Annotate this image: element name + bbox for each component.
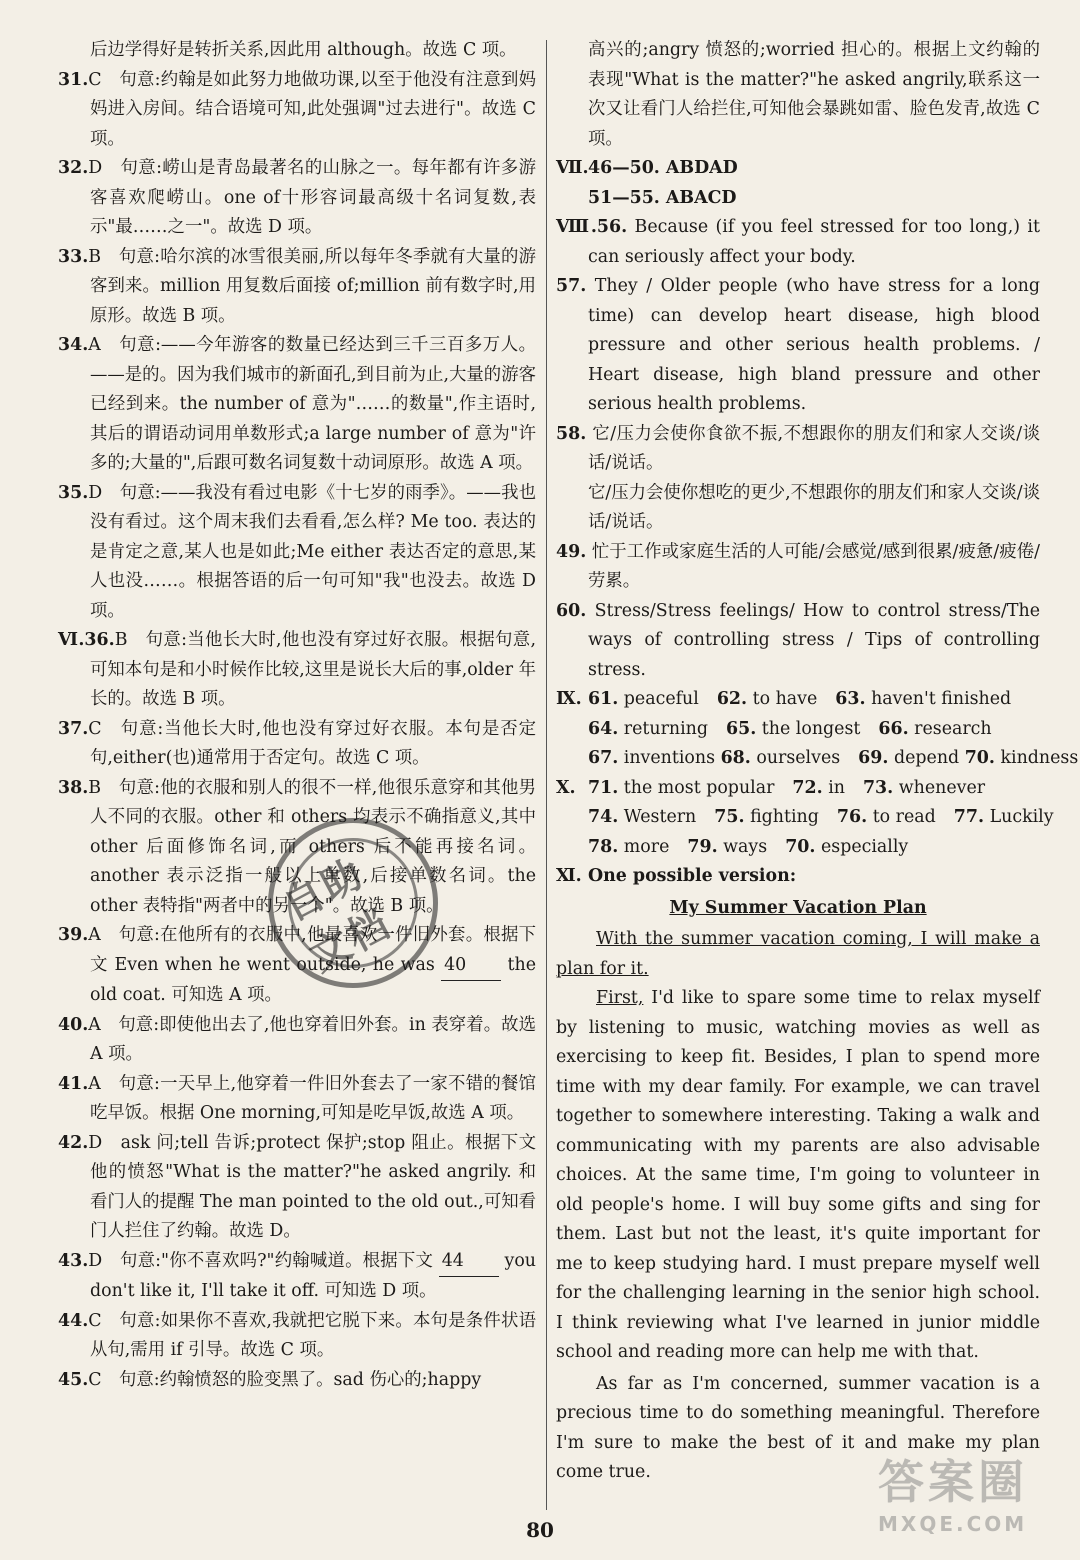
item-number: 76. bbox=[836, 807, 868, 827]
section-9 bbox=[556, 685, 1079, 774]
answer-word: to read bbox=[872, 807, 936, 827]
essay-body bbox=[556, 925, 1040, 1488]
item-number: 63. bbox=[835, 689, 866, 709]
essay-text: First, bbox=[596, 988, 644, 1008]
item-number: 43. bbox=[58, 1250, 89, 1271]
answer-item-34 bbox=[58, 331, 536, 479]
column-divider bbox=[546, 40, 547, 1510]
watermark-sub: MXQE.COM bbox=[878, 1512, 1028, 1536]
section-marker: Ⅵ. bbox=[58, 630, 85, 650]
item-number: 72. bbox=[792, 777, 823, 798]
essay-paragraph bbox=[556, 925, 1040, 984]
item-number: 44. bbox=[58, 1310, 89, 1331]
answer-item-42 bbox=[58, 1129, 536, 1247]
item-number: 69. bbox=[858, 748, 889, 768]
item-number: 49. bbox=[556, 541, 587, 562]
stamp-text: 自助文档 bbox=[275, 850, 399, 981]
answer-word: returning bbox=[623, 718, 708, 739]
item-number: 35. bbox=[58, 482, 89, 503]
item-number: 64. bbox=[588, 718, 619, 739]
item-number: 73. bbox=[862, 777, 894, 798]
answer-key-row bbox=[556, 154, 1040, 184]
answer-key-row bbox=[556, 715, 1040, 745]
item-number: 60. bbox=[556, 600, 587, 621]
essay-title: My Summer Vacation Plan bbox=[669, 897, 927, 918]
essay-text: I'd like to spare some time to relax myself by listening to music, watching movies as well as exercising to keep fit. Besides, I plan to spend more time with my dear family. For example, we can travel together to somewhere interesting. Taking a walk and communicating with my parents are also advisable choices. At the same time, I'm going to volunteer in old people's home. I will buy some gifts and sing for them. Last but not the least, it's quite important for me to keep studying hard. I must prepare myself well for the challenging learning in the senior high school. I think reviewing what I've learned in junior middle school and reading more can help me with that. bbox=[556, 988, 1040, 1362]
item-number: 77. bbox=[953, 807, 985, 827]
item-number: 31. bbox=[58, 69, 89, 90]
section-marker: Ⅶ. bbox=[556, 158, 589, 178]
answer-text: B 句意:当他长大时,他也没有穿过好衣服。根据句意,可知本句是和小时候作比较,这里是说长大后的事,older 年长的。故选 B 项。 bbox=[90, 630, 536, 709]
essay-text: With the summer vacation coming, I will make a plan for it. bbox=[556, 929, 1040, 979]
item-number: 32. bbox=[58, 158, 89, 178]
section-marker: Ⅹ. bbox=[556, 777, 576, 798]
answer-word: the longest bbox=[761, 718, 861, 739]
essay-paragraph bbox=[556, 984, 1040, 1368]
answer-word: depend bbox=[893, 748, 960, 768]
answer-item-41 bbox=[58, 1070, 536, 1129]
answer-item-56 bbox=[556, 213, 1040, 272]
item-number: 67. bbox=[588, 748, 619, 768]
essay-paragraph: As far as I'm concerned, summer vacation is a precious time to do something meaningful. Therefore I'm sure to make the best of it and make my plan come true. bbox=[556, 1373, 1040, 1482]
answer-word: Western bbox=[623, 807, 697, 827]
answer-text: you don't like it, I'll take it off. 可知选 D 项。 bbox=[90, 1250, 537, 1301]
answer-item-32 bbox=[58, 154, 536, 243]
answer-text: 后边学得好是转折关系,因此用 although。故选 C 项。 bbox=[90, 40, 517, 60]
answer-item-60 bbox=[556, 597, 1040, 686]
section-marker: Ⅷ. bbox=[556, 217, 597, 237]
answer-text-alt: 它/压力会使你想吃的更少,不想跟你的朋友们和家人交谈/谈话/说话。 bbox=[588, 482, 1041, 532]
section-heading bbox=[556, 862, 1040, 892]
answer-text: B 句意:哈尔滨的冰雪很美丽,所以每年冬季就有大量的游客到来。million 用复数后面接 of;million 前有数字时,用原形。故选 B 项。 bbox=[88, 246, 536, 326]
answer-text: A 句意:在他所有的衣服中,他最喜欢一件旧外套。根据下文 Even when he went outside, he was bbox=[88, 925, 536, 975]
item-number: 70. bbox=[964, 748, 995, 768]
answer-text: C 句意:如果你不喜欢,我就把它脱下来。本句是条件状语从句,需用 if 引导。故选 C 项。 bbox=[88, 1310, 536, 1360]
item-number: 41. bbox=[58, 1073, 89, 1094]
answer-text: 高兴的;angry 愤怒的;worried 担心的。根据上文约翰的表现"What is the matter?"he asked angrily,联系这一次又让看门人给拦住,可知他会暴跳如雷、脸色发青,故选 C 项。 bbox=[588, 40, 1040, 149]
item-number: 79. bbox=[687, 836, 718, 857]
item-number: 58. bbox=[556, 423, 587, 444]
answer-item-33 bbox=[58, 243, 536, 332]
answer-text: A 句意:即使他出去了,他也穿着旧外套。in 表穿着。故选 A 项。 bbox=[88, 1014, 536, 1064]
answer-key-row bbox=[556, 833, 1040, 863]
answer-item-57 bbox=[556, 272, 1040, 420]
answer-item-35 bbox=[58, 479, 536, 627]
answer-text: Stress/Stress feelings/ How to control stress/The ways of controlling stress / Tips of controlling stress. bbox=[588, 600, 1040, 680]
answer-text: 忙于工作或家庭生活的人可能/会感觉/感到很累/疲惫/疲倦/劳累。 bbox=[588, 541, 1040, 591]
answer-text: D ask 问;tell 告诉;protect 保护;stop 阻止。根据下文他的愤怒"What is the matter?"he asked angrily. 和看门人的提醒 The man pointed to the old out.,可知看门人拦住了约翰。故选 D。 bbox=[88, 1132, 536, 1241]
answer-item-45 bbox=[58, 1366, 536, 1396]
answer-word: in bbox=[828, 777, 845, 798]
section-10 bbox=[556, 774, 1054, 863]
section-marker: Ⅸ. bbox=[556, 689, 582, 709]
answer-item-37 bbox=[58, 715, 536, 774]
answer-key: 51—55. ABACD bbox=[588, 187, 737, 208]
answer-text: A 句意:——今年游客的数量已经达到三千三百多万人。——是的。因为我们城市的新面孔,到目前为止,大量的游客已经到来。the number of 意为"……的数量",作主语时,其后的谓语动词用单数形式;a large number of 意为"许多的;大量的",后跟可数名词复数十动词原形。故选 A 项。 bbox=[88, 335, 536, 473]
answer-word: kindness bbox=[1000, 748, 1079, 768]
answer-item-40 bbox=[58, 1011, 536, 1070]
answer-word: to have bbox=[752, 689, 818, 709]
page-number: 80 bbox=[526, 1518, 554, 1542]
answer-text: D 句意:崂山是青岛最著名的山脉之一。每年都有许多游客喜欢爬崂山。one of十形容词最高级十名词复数,表示"最……之一"。故选 D 项。 bbox=[88, 158, 536, 237]
blank-44: 44 bbox=[439, 1247, 499, 1278]
item-number: 71. bbox=[588, 777, 619, 798]
item-number: 70. bbox=[785, 836, 816, 857]
answer-text: A 句意:一天早上,他穿着一件旧外套去了一家不错的餐馆吃早饭。根据 One morning,可知是吃早饭,故选 A 项。 bbox=[88, 1073, 536, 1123]
answer-item-36 bbox=[58, 626, 536, 715]
item-number: 78. bbox=[588, 836, 619, 857]
answer-word: ourselves bbox=[756, 748, 841, 768]
answer-item-31 bbox=[58, 66, 536, 155]
item-number: 40. bbox=[58, 1014, 89, 1035]
item-number: 42. bbox=[58, 1132, 89, 1153]
answer-word: peaceful bbox=[623, 689, 699, 709]
answer-word: inventions bbox=[623, 748, 716, 768]
answer-word: whenever bbox=[898, 777, 986, 798]
answer-text: They / Older people (who have stress for a long time) can develop heart disease, high blood pressure and other serious health problems. / Heart disease, high bland pressure and other serious health problems. bbox=[588, 276, 1041, 414]
answer-item-43 bbox=[58, 1247, 536, 1307]
answer-word: haven't finished bbox=[871, 689, 1012, 709]
item-number: 36. bbox=[84, 630, 115, 650]
item-number: 65. bbox=[726, 718, 757, 739]
answer-text: C 句意:约翰是如此努力地做功课,以至于他没有注意到妈妈进入房间。结合语境可知,此处强调"过去进行"。故选 C 项。 bbox=[88, 69, 536, 149]
answer-word: more bbox=[623, 836, 670, 857]
left-column bbox=[58, 36, 536, 1395]
item-number: 75. bbox=[714, 807, 745, 827]
item-number: 34. bbox=[58, 335, 89, 355]
answer-key-row bbox=[556, 685, 1040, 715]
answer-text: C 句意:当他长大时,他也没有穿过好衣服。本句是否定句,either(也)通常用于否定句。故选 C 项。 bbox=[88, 718, 536, 768]
answer-word: fighting bbox=[750, 807, 819, 827]
item-number: 45. bbox=[58, 1369, 89, 1390]
answer-text: C 句意:约翰愤怒的脸变黑了。sad 伤心的;happy bbox=[88, 1369, 482, 1390]
section-label: One possible version: bbox=[588, 866, 797, 886]
answer-key-row bbox=[556, 803, 1054, 833]
answer-text: D 句意:"你不喜欢吗?"约翰喊道。根据下文 bbox=[88, 1250, 439, 1271]
answer-word: research bbox=[914, 718, 992, 739]
answer-word: ways bbox=[723, 836, 768, 857]
answer-text: the old coat. 可知选 A 项。 bbox=[90, 954, 536, 1005]
item-number: 61. bbox=[588, 689, 619, 709]
answer-item-38 bbox=[58, 774, 536, 922]
answer-item-39 bbox=[58, 921, 536, 1011]
item-number: 57. bbox=[556, 276, 587, 296]
answer-word: the most popular bbox=[623, 777, 775, 798]
answer-key-row bbox=[556, 184, 1040, 214]
answer-key-row bbox=[556, 774, 1040, 804]
watermark-main: 答案圈 bbox=[878, 1455, 1028, 1509]
item-number: 74. bbox=[588, 807, 619, 827]
answer-key: 46—50. ABDAD bbox=[588, 158, 738, 178]
answer-text: Because (if you feel stressed for too long,) it can seriously affect your body. bbox=[588, 217, 1040, 267]
right-column bbox=[556, 36, 1079, 1488]
item-number: 62. bbox=[716, 689, 748, 709]
item-number: 66. bbox=[878, 718, 909, 739]
section-marker: Ⅺ. bbox=[556, 866, 582, 886]
answer-item-58 bbox=[556, 420, 1040, 479]
section-11 bbox=[556, 862, 1040, 1488]
item-number: 37. bbox=[58, 718, 89, 739]
item-number: 39. bbox=[58, 925, 89, 945]
answer-text: 它/压力会使你食欲不振,不想跟你的朋友们和家人交谈/谈话/说话。 bbox=[588, 423, 1040, 473]
answer-word: especially bbox=[820, 836, 909, 857]
answer-text: D 句意:——我没有看过电影《十七岁的雨季》。——我也没有看过。这个周末我们去看看,怎么样? Me too. 表达的是肯定之意,某人也是如此;Me either 表达否定的意思,某人也没……。根据答语的后一句可知"我"也没去。故选 D 项。 bbox=[88, 482, 536, 621]
answer-word: Luckily bbox=[989, 807, 1054, 827]
blank-40: 40 bbox=[441, 951, 501, 982]
item-number: 68. bbox=[720, 748, 751, 768]
item-number: 56. bbox=[596, 217, 628, 237]
answer-text: B 句意:他的衣服和别人的很不一样,他很乐意穿和其他男人不同的衣服。other 和 others 均表示不确指意义,其中 other 后面修饰名词,而 others 后不能再接名词。another 表示泛指一般以上单数,后接单数名词。the other 表特指"两者中的另一个"。故选 B 项。 bbox=[88, 777, 536, 916]
answer-item-59 bbox=[556, 538, 1040, 597]
item-number: 38. bbox=[58, 777, 89, 798]
answer-key-row bbox=[556, 744, 1079, 774]
answer-item-44 bbox=[58, 1307, 536, 1366]
item-number: 33. bbox=[58, 246, 89, 267]
